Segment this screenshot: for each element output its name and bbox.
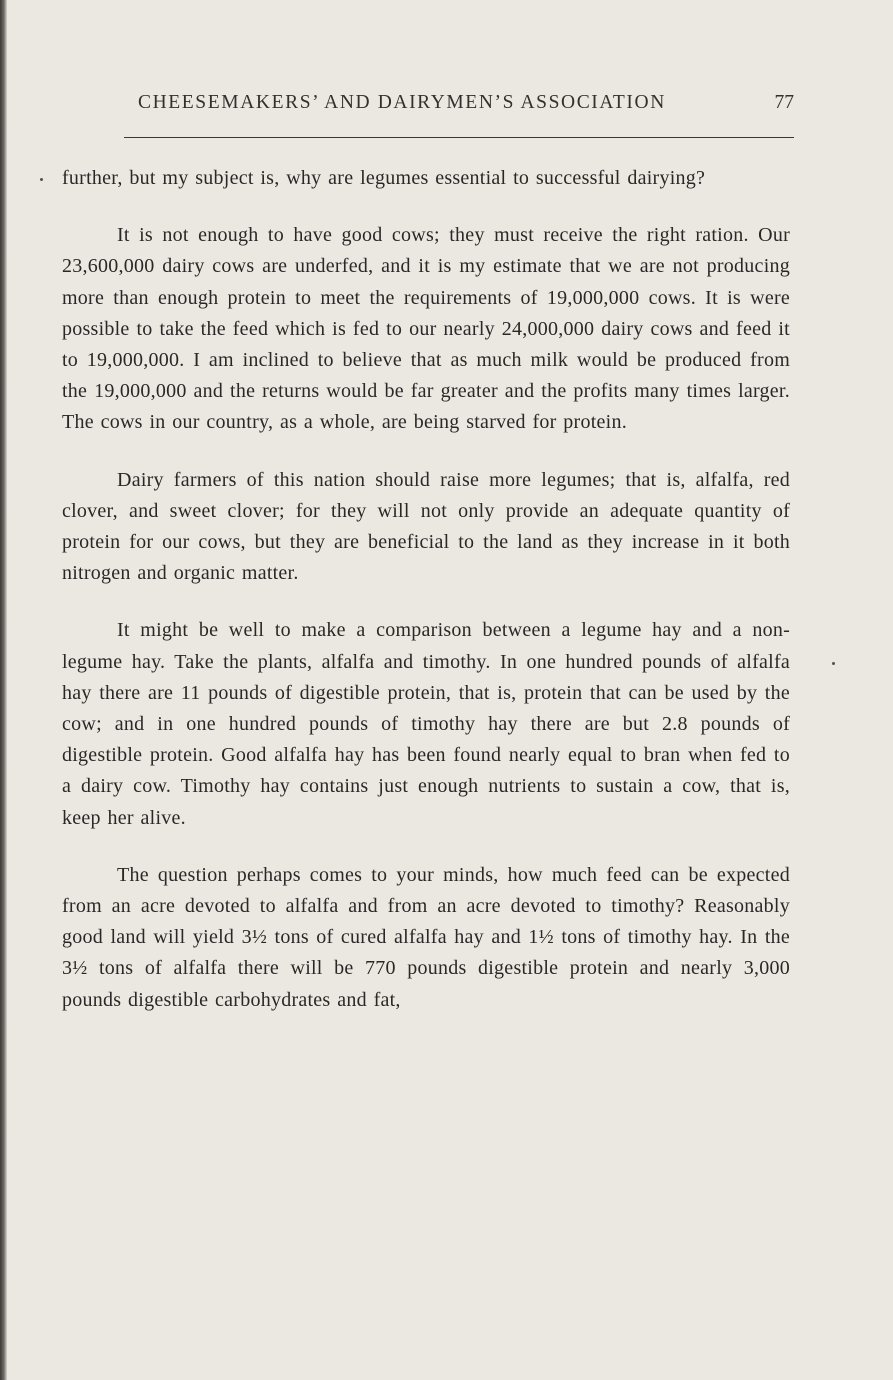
body-text <box>62 163 790 1042</box>
header-rule <box>124 137 794 138</box>
running-title: CHEESEMAKERS’ AND DAIRYMEN’S ASSOCIATION <box>138 92 666 113</box>
paragraph-hay-comparison: It might be well to make a comparison between a legume hay and a non-legume hay. Take the plants, alfalfa and timothy. In one hundred pounds of alfalfa hay there are 11 pounds of digestible protein, that is, protein that can be used by the cow; and in one hundred pounds of timothy hay there are but 2.8 pounds of digestible protein. Good alfalfa hay has been found nearly equal to bran when fed to a dairy cow. Timothy hay contains just enough nutrients to sustain a cow, that is, keep her alive. <box>62 619 790 829</box>
paragraph-continuation: further, but my subject is, why are legumes essential to successful dairying? <box>62 167 706 189</box>
paragraph-yield-per-acre: The question perhaps comes to your minds, how much feed can be expected from an acre devoted to alfalfa and from an acre devoted to timothy? Reasonably good land will yield 3½ tons of cured alfalfa hay and 1½ tons of timothy hay. In the 3½ tons of alfalfa there will be 770 pounds digestible protein and nearly 3,000 pounds digestible carbohydrates and fat, <box>62 863 790 1011</box>
stray-ink-dot <box>40 178 43 181</box>
paragraph-underfed-cows: It is not enough to have good cows; they must receive the right ration. Our 23,600,000 dairy cows are underfed, and it is my estimate that we are not producing more than enough protein to meet the requirements of 19,000,000 cows. It is were possible to take the feed which is fed to our nearly 24,000,000 dairy cows and feed it to 19,000,000. I am inclined to believe that as much milk would be produced from the 19,000,000 and the returns would be far greater and the profits many times larger. The cows in our country, as a whole, are being starved for protein. <box>62 224 790 434</box>
stray-ink-dot <box>832 662 835 665</box>
page-number: 77 <box>774 92 794 113</box>
paragraph-raise-legumes: Dairy farmers of this nation should raise more legumes; that is, alfalfa, red clover, and sweet clover; for they will not only provide an adequate quantity of protein for our cows, but they are beneficial to the land as they increase in it both nitrogen and organic matter. <box>62 468 790 585</box>
page-binding-edge <box>0 0 7 1380</box>
running-head <box>138 88 794 118</box>
